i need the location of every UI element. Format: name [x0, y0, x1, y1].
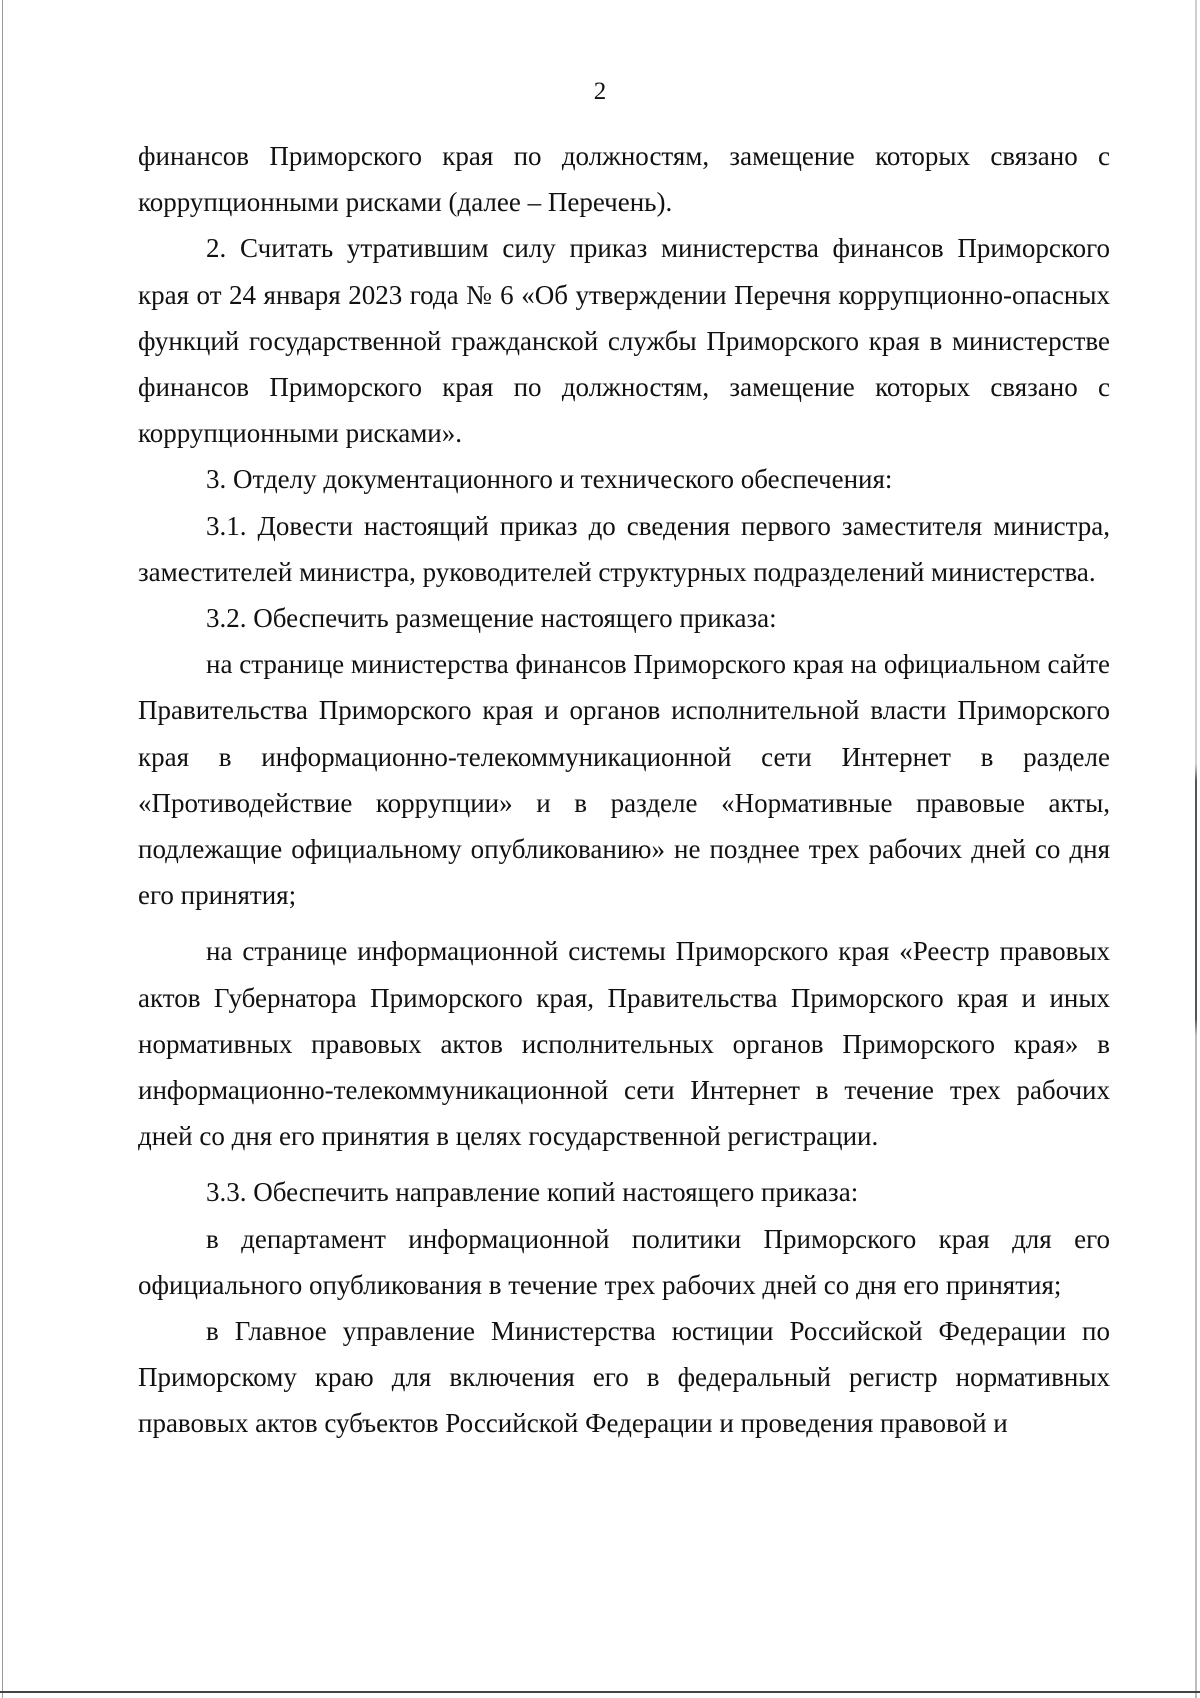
- page-number: 2: [593, 78, 607, 105]
- paragraph-item-3-3: 3.3. Обеспечить направление копий настоящего приказа:: [206, 1177, 859, 1208]
- paragraph-official-site: на странице министерства финансов Приморского края на официальном сайте Правительства Приморского края и органов исполнительной власти Приморского края в информационно-телекоммуникационной сети Интернет в разделе «Противодействие коррупции» и в разделе «Нормативные правовые акты, подлежащие официальному опубликованию» не позднее трех рабочих дней со дня его принятия;: [138, 649, 1110, 911]
- paragraph-item-3-1: 3.1. Довести настоящий приказ до сведения первого заместителя министра, заместителей министра, руководителей структурных подразделений министерства.: [138, 510, 1110, 587]
- paragraph-registry: на странице информационной системы Приморского края «Реестр правовых актов Губернатора Приморского края, Правительства Приморского края и иных нормативных правовых актов исполнительных органов Приморского края» в информационно-телекоммуникационной сети Интернет в течение трех рабочих дней со дня его принятия в целях государственной регистрации.: [138, 936, 1110, 1152]
- paragraph-justice-ministry: в Главное управление Министерства юстиции Российской Федерации по Приморскому краю для включения его в федеральный регистр нормативных правовых актов субъектов Российской Федерации и проведения правовой и: [138, 1316, 1110, 1439]
- paragraph-item-3: 3. Отделу документационного и технического обеспечения:: [206, 464, 893, 495]
- scan-edge-bottom: [0, 1691, 1200, 1693]
- scan-edge-right: [1195, 0, 1197, 1698]
- paragraph-item-3-2: 3.2. Обеспечить размещение настоящего приказа:: [206, 603, 777, 634]
- document-body: [138, 133, 1110, 1447]
- paragraph-continuation: финансов Приморского края по должностям, замещение которых связано с коррупционными рисками (далее – Перечень).: [138, 141, 1110, 218]
- scan-edge-left: [2, 0, 3, 1698]
- paragraph-info-policy: в департамент информационной политики Приморского края для его официального опубликования в течение трех рабочих дней со дня его принятия;: [138, 1223, 1110, 1300]
- paragraph-item-2: 2. Считать утратившим силу приказ министерства финансов Приморского края от 24 января 2023 года № 6 «Об утверждении Перечня коррупционно-опасных функций государственной гражданской службы Приморского края в министерстве финансов Приморского края по должностям, замещение которых связано с коррупционными рисками».: [138, 233, 1110, 449]
